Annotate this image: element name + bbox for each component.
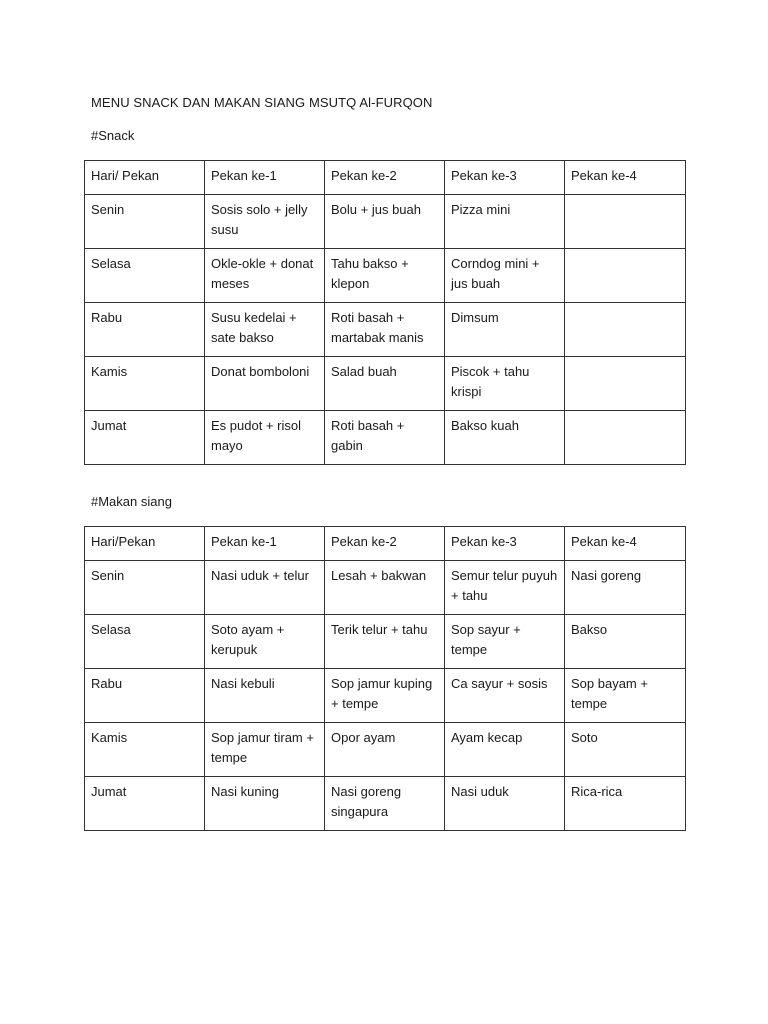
- header-cell: Hari/ Pekan: [85, 161, 205, 195]
- menu-cell: Sop sayur + tempe: [445, 615, 565, 669]
- menu-cell: Okle-okle + donat meses: [205, 249, 325, 303]
- menu-cell: Sop jamur tiram + tempe: [205, 723, 325, 777]
- menu-cell: Salad buah: [325, 357, 445, 411]
- day-cell: Jumat: [85, 411, 205, 465]
- menu-cell: Soto: [565, 723, 686, 777]
- menu-cell: Nasi kebuli: [205, 669, 325, 723]
- menu-cell: Sop jamur kuping + tempe: [325, 669, 445, 723]
- day-cell: Kamis: [85, 723, 205, 777]
- menu-cell: Nasi goreng: [565, 561, 686, 615]
- day-cell: Kamis: [85, 357, 205, 411]
- menu-cell: [565, 411, 686, 465]
- header-cell: Pekan ke-1: [205, 161, 325, 195]
- day-cell: Rabu: [85, 303, 205, 357]
- menu-cell: [565, 249, 686, 303]
- page-title: MENU SNACK DAN MAKAN SIANG MSUTQ Al-FURQON: [91, 95, 433, 110]
- snack-table: [84, 160, 686, 465]
- lunch-header-row: [85, 527, 686, 561]
- header-cell: Pekan ke-2: [325, 527, 445, 561]
- table-row: [85, 669, 686, 723]
- header-cell: Pekan ke-1: [205, 527, 325, 561]
- menu-cell: [565, 195, 686, 249]
- header-cell: Pekan ke-2: [325, 161, 445, 195]
- menu-cell: [565, 303, 686, 357]
- menu-cell: Ca sayur + sosis: [445, 669, 565, 723]
- menu-cell: Bakso kuah: [445, 411, 565, 465]
- table-row: [85, 615, 686, 669]
- table-row: [85, 249, 686, 303]
- table-row: [85, 195, 686, 249]
- header-cell: Hari/Pekan: [85, 527, 205, 561]
- header-cell: Pekan ke-4: [565, 161, 686, 195]
- menu-cell: Nasi uduk + telur: [205, 561, 325, 615]
- snack-header-row: [85, 161, 686, 195]
- table-row: [85, 411, 686, 465]
- snack-section-label: #Snack: [91, 128, 135, 143]
- table-row: [85, 777, 686, 831]
- table-row: [85, 303, 686, 357]
- table-row: [85, 561, 686, 615]
- menu-cell: Roti basah + gabin: [325, 411, 445, 465]
- menu-cell: Susu kedelai + sate bakso: [205, 303, 325, 357]
- lunch-section-label: #Makan siang: [91, 494, 172, 509]
- menu-cell: Bolu + jus buah: [325, 195, 445, 249]
- menu-cell: Sop bayam + tempe: [565, 669, 686, 723]
- menu-cell: Donat bomboloni: [205, 357, 325, 411]
- menu-cell: Pizza mini: [445, 195, 565, 249]
- menu-cell: Nasi kuning: [205, 777, 325, 831]
- menu-cell: Dimsum: [445, 303, 565, 357]
- menu-cell: Nasi uduk: [445, 777, 565, 831]
- menu-cell: [565, 357, 686, 411]
- day-cell: Senin: [85, 195, 205, 249]
- menu-cell: Semur telur puyuh + tahu: [445, 561, 565, 615]
- menu-cell: Tahu bakso + klepon: [325, 249, 445, 303]
- menu-cell: Bakso: [565, 615, 686, 669]
- day-cell: Selasa: [85, 249, 205, 303]
- menu-cell: Nasi goreng singapura: [325, 777, 445, 831]
- menu-cell: Opor ayam: [325, 723, 445, 777]
- menu-cell: Corndog mini + jus buah: [445, 249, 565, 303]
- table-row: [85, 723, 686, 777]
- lunch-table: [84, 526, 686, 831]
- menu-cell: Rica-rica: [565, 777, 686, 831]
- menu-cell: Lesah + bakwan: [325, 561, 445, 615]
- header-cell: Pekan ke-4: [565, 527, 686, 561]
- table-row: [85, 357, 686, 411]
- day-cell: Rabu: [85, 669, 205, 723]
- day-cell: Senin: [85, 561, 205, 615]
- menu-cell: Sosis solo + jelly susu: [205, 195, 325, 249]
- header-cell: Pekan ke-3: [445, 527, 565, 561]
- menu-cell: Es pudot + risol mayo: [205, 411, 325, 465]
- day-cell: Selasa: [85, 615, 205, 669]
- menu-cell: Terik telur + tahu: [325, 615, 445, 669]
- menu-cell: Soto ayam + kerupuk: [205, 615, 325, 669]
- menu-cell: Ayam kecap: [445, 723, 565, 777]
- header-cell: Pekan ke-3: [445, 161, 565, 195]
- menu-cell: Piscok + tahu krispi: [445, 357, 565, 411]
- menu-cell: Roti basah + martabak manis: [325, 303, 445, 357]
- day-cell: Jumat: [85, 777, 205, 831]
